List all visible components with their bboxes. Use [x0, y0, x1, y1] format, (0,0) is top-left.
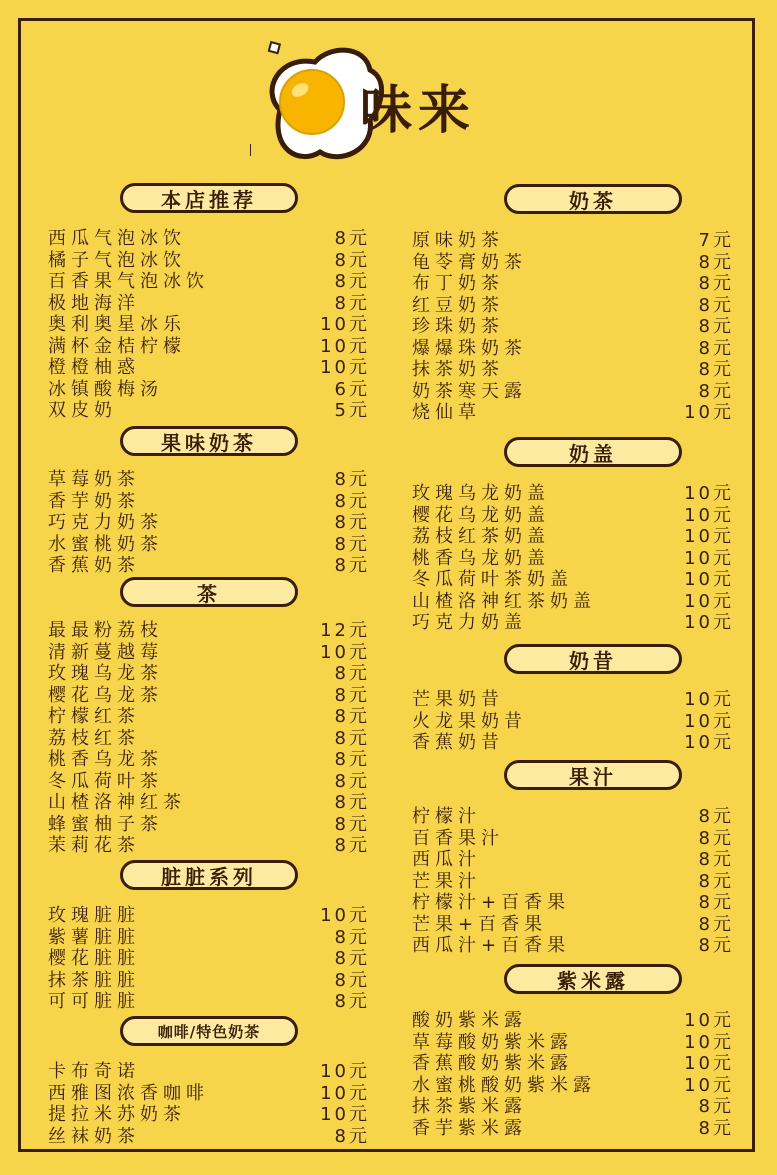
item-name: 荔枝红茶	[48, 727, 140, 749]
item-price: 8元	[334, 512, 370, 533]
item-price: 8元	[698, 294, 734, 316]
item-price: 8元	[698, 273, 734, 294]
item-name: 香芋奶茶	[48, 490, 140, 512]
item-name: 芒果+百香果	[412, 913, 548, 935]
item-price: 8元	[698, 892, 734, 913]
item-name: 香蕉奶茶	[48, 555, 140, 576]
item-price: 8元	[698, 1096, 734, 1117]
item-name: 布丁奶茶	[412, 273, 504, 294]
item-name: 卡布奇诺	[48, 1061, 140, 1082]
item-price: 10元	[684, 1074, 734, 1096]
item-name: 荔枝红茶奶盖	[412, 526, 550, 547]
item-price: 8元	[334, 706, 370, 727]
item-name: 西雅图浓香咖啡	[48, 1082, 209, 1104]
item-price: 10元	[684, 612, 734, 633]
section-header: 奶盖	[504, 437, 682, 467]
item-price: 8元	[334, 490, 370, 512]
item-price: 8元	[698, 316, 734, 337]
item-price: 10元	[320, 335, 370, 357]
item-price: 8元	[698, 380, 734, 402]
item-name: 西瓜气泡冰饮	[48, 228, 186, 249]
item-price: 8元	[334, 926, 370, 948]
item-name: 巧克力奶盖	[412, 612, 527, 633]
item-name: 百香果气泡冰饮	[48, 271, 209, 292]
item-price: 8元	[698, 359, 734, 380]
item-name: 蜂蜜柚子茶	[48, 813, 163, 835]
item-price: 8元	[334, 663, 370, 684]
menu-item	[412, 400, 734, 422]
section-header: 茶	[120, 577, 298, 607]
item-name: 芒果奶昔	[412, 689, 504, 710]
item-name: 火龙果奶昔	[412, 710, 527, 732]
item-price: 10元	[320, 1104, 370, 1125]
item-price: 10元	[684, 710, 734, 732]
item-price: 8元	[334, 684, 370, 706]
item-name: 奶茶寒天露	[412, 380, 527, 402]
item-name: 可可脏脏	[48, 991, 140, 1012]
item-name: 玫瑰脏脏	[48, 905, 140, 926]
item-price: 8元	[334, 835, 370, 856]
item-name: 百香果汁	[412, 827, 504, 849]
section-header: 果汁	[504, 760, 682, 790]
section-header: 本店推荐	[120, 183, 298, 213]
item-price: 8元	[334, 991, 370, 1012]
item-price: 8元	[698, 806, 734, 827]
item-name: 抹茶奶茶	[412, 359, 504, 380]
item-price: 8元	[334, 770, 370, 792]
item-name: 樱花乌龙茶	[48, 684, 163, 706]
item-name: 烧仙草	[412, 402, 481, 423]
section-header: 脏脏系列	[120, 860, 298, 890]
item-name: 西瓜汁	[412, 849, 481, 870]
item-price: 12元	[320, 620, 370, 641]
item-price: 8元	[334, 1125, 370, 1147]
item-price: 10元	[684, 483, 734, 504]
item-name: 提拉米苏奶茶	[48, 1104, 186, 1125]
menu-item	[48, 1124, 370, 1146]
item-price: 8元	[698, 827, 734, 849]
menu-item	[412, 730, 734, 752]
item-price: 8元	[334, 228, 370, 249]
section-header: 咖啡/特色奶茶	[120, 1016, 298, 1046]
item-price: 8元	[334, 749, 370, 770]
item-name: 极地海洋	[48, 292, 140, 314]
item-price: 10元	[684, 1010, 734, 1031]
item-name: 桃香乌龙茶	[48, 749, 163, 770]
item-price: 8元	[698, 849, 734, 870]
section-header: 果味奶茶	[120, 426, 298, 456]
item-price: 8元	[334, 292, 370, 314]
menu-item	[412, 933, 734, 955]
item-price: 10元	[684, 689, 734, 710]
section-header: 紫米露	[504, 964, 682, 994]
item-name: 橘子气泡冰饮	[48, 249, 186, 271]
item-price: 10元	[684, 402, 734, 423]
item-name: 双皮奶	[48, 400, 117, 421]
item-price: 8元	[334, 792, 370, 813]
item-price: 10元	[684, 547, 734, 569]
item-price: 10元	[320, 1061, 370, 1082]
egg-yolk-icon	[280, 70, 344, 134]
item-name: 丝袜奶茶	[48, 1125, 140, 1147]
item-name: 柠檬红茶	[48, 706, 140, 727]
item-name: 香蕉奶昔	[412, 732, 504, 753]
item-price: 10元	[684, 569, 734, 590]
item-price: 10元	[320, 314, 370, 335]
item-name: 爆爆珠奶茶	[412, 337, 527, 359]
menu-item	[48, 989, 370, 1011]
item-price: 10元	[684, 1031, 734, 1053]
item-name: 山楂洛神红茶	[48, 792, 186, 813]
item-name: 清新蔓越莓	[48, 641, 163, 663]
item-price: 8元	[698, 913, 734, 935]
brand-title: 味来	[360, 80, 477, 141]
item-name: 西瓜汁+百香果	[412, 935, 571, 956]
item-name: 珍珠奶茶	[412, 316, 504, 337]
item-price: 10元	[320, 357, 370, 378]
item-price: 5元	[334, 400, 370, 421]
item-price: 8元	[698, 935, 734, 956]
item-name: 芒果汁	[412, 870, 481, 892]
item-name: 冬瓜荷叶茶奶盖	[412, 569, 573, 590]
item-name: 冰镇酸梅汤	[48, 378, 163, 400]
item-price: 10元	[684, 590, 734, 612]
item-name: 柠檬汁+百香果	[412, 892, 571, 913]
item-price: 8元	[334, 948, 370, 969]
item-name: 红豆奶茶	[412, 294, 504, 316]
item-name: 柠檬汁	[412, 806, 481, 827]
item-price: 8元	[334, 249, 370, 271]
item-name: 原味奶茶	[412, 230, 504, 251]
item-price: 8元	[698, 1117, 734, 1139]
item-name: 香芋紫米露	[412, 1117, 527, 1139]
item-price: 8元	[334, 727, 370, 749]
menu-item	[48, 553, 370, 575]
item-price: 7元	[698, 230, 734, 251]
item-name: 抹茶紫米露	[412, 1096, 527, 1117]
item-name: 抹茶脏脏	[48, 969, 140, 991]
item-price: 10元	[320, 905, 370, 926]
item-name: 草莓奶茶	[48, 469, 140, 490]
item-name: 玫瑰乌龙茶	[48, 663, 163, 684]
item-name: 紫薯脏脏	[48, 926, 140, 948]
item-name: 酸奶紫米露	[412, 1010, 527, 1031]
item-price: 10元	[320, 641, 370, 663]
section-header: 奶茶	[504, 184, 682, 214]
item-price: 8元	[698, 337, 734, 359]
item-price: 8元	[334, 969, 370, 991]
item-name: 香蕉酸奶紫米露	[412, 1053, 573, 1074]
item-price: 8元	[698, 251, 734, 273]
item-price: 10元	[684, 504, 734, 526]
item-price: 10元	[684, 1053, 734, 1074]
section-header: 奶昔	[504, 644, 682, 674]
item-price: 10元	[320, 1082, 370, 1104]
item-name: 最最粉荔枝	[48, 620, 163, 641]
item-name: 水蜜桃奶茶	[48, 533, 163, 555]
item-name: 橙橙柚惑	[48, 357, 140, 378]
item-price: 8元	[334, 271, 370, 292]
menu-item	[48, 833, 370, 855]
item-name: 龟苓膏奶茶	[412, 251, 527, 273]
item-name: 奥利奥星冰乐	[48, 314, 186, 335]
item-name: 樱花脏脏	[48, 948, 140, 969]
item-name: 桃香乌龙奶盖	[412, 547, 550, 569]
item-name: 山楂洛神红茶奶盖	[412, 590, 596, 612]
item-name: 巧克力奶茶	[48, 512, 163, 533]
item-price: 8元	[698, 870, 734, 892]
item-name: 草莓酸奶紫米露	[412, 1031, 573, 1053]
item-price: 8元	[334, 813, 370, 835]
item-price: 6元	[334, 378, 370, 400]
menu-item	[48, 398, 370, 420]
item-price: 8元	[334, 533, 370, 555]
item-price: 10元	[684, 526, 734, 547]
menu-item	[412, 610, 734, 632]
item-name: 冬瓜荷叶茶	[48, 770, 163, 792]
item-price: 8元	[334, 469, 370, 490]
item-name: 玫瑰乌龙奶盖	[412, 483, 550, 504]
item-name: 满杯金桔柠檬	[48, 335, 186, 357]
item-price: 10元	[684, 732, 734, 753]
item-name: 樱花乌龙奶盖	[412, 504, 550, 526]
item-price: 8元	[334, 555, 370, 576]
menu-item	[412, 1116, 734, 1138]
item-name: 水蜜桃酸奶紫米露	[412, 1074, 596, 1096]
item-name: 茉莉花茶	[48, 835, 140, 856]
